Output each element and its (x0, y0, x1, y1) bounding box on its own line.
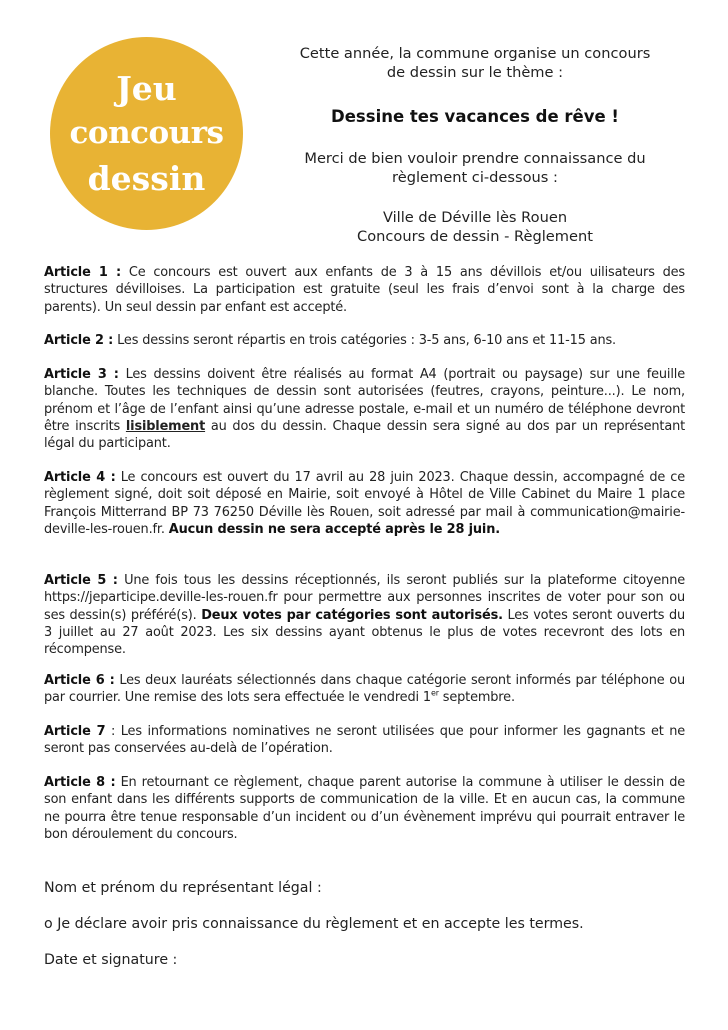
article-text: En retournant ce règlement, chaque parent autorise la commune à utiliser le dessin de son enfant dans les différents supports de communication de la ville. Et en aucun cas, la commune ne pourra être tenue responsable d’un incident ou d’un évènement imprévu qui pourrait entraver le bon déroulement du concours. (44, 775, 686, 842)
badge-line-2: concours (69, 115, 224, 151)
rules-title: Concours de dessin - Règlement (357, 228, 593, 245)
article-label: Article 8 : (44, 775, 116, 790)
rules-heading (250, 208, 700, 246)
article-4 (44, 469, 685, 538)
city-name: Ville de Déville lès Rouen (382, 209, 568, 226)
intro-line-2: de dessin sur le thème : (386, 64, 564, 81)
article-5 (44, 572, 685, 658)
article-text: Ce concours est ouvert aux enfants de 3 à 15 ans dévillois et/ou uilisateurs des structures dévilloises. La participation est gratuite (seul les frais d’envoi sont à la charge des parents). Un seul dessin par enfant est accepté. (44, 265, 685, 315)
intro-instructions (250, 149, 700, 187)
article-emphasis: Aucun dessin ne sera accepté après le 28 juin. (168, 521, 500, 537)
article-3 (44, 366, 685, 452)
article-emphasis: Deux votes par catégories sont autorisés. (201, 607, 503, 623)
intro-line-4: règlement ci-dessous : (392, 169, 558, 186)
badge-line-1: Jeu (116, 69, 177, 108)
article-label: Article 7 (44, 724, 106, 739)
article-text: Une fois tous les dessins réceptionnés, ils seront publiés sur la plateforme citoyenne https://jeparticipe.deville-les-rouen.fr pour permettre aux personnes inscrites de voter pour son ou ses dessin(s) préféré(s). (44, 573, 685, 623)
accept-terms-checkbox[interactable]: o Je déclare avoir pris connaissance du règlement et en accepte les termes. (44, 916, 584, 932)
article-6 (44, 672, 685, 707)
article-label: Article 4 : (44, 470, 116, 485)
intro-line-3: Merci de bien vouloir prendre connaissance du (304, 150, 646, 167)
article-text: : Les informations nominatives ne seront utilisées que pour informer les gagnants et ne seront pas conservées au-delà de l’opération. (44, 724, 685, 757)
article-8 (44, 774, 685, 843)
article-text: Les dessins doivent être réalisés au format A4 (portrait ou paysage) sur une feuille blanche. Toutes les techniques de dessin sont autorisées (feutres, crayons, peinture...). Le nom, prénom et l’âge de l’enfant ainsi qu’une adresse postale, e-mail et un numéro de téléphone devront être inscrits (44, 367, 686, 434)
contest-badge (50, 37, 243, 230)
article-label: Article 2 : (44, 333, 114, 348)
article-text: Le concours est ouvert du 17 avril au 28 juin 2023. Chaque dessin, accompagné de ce règlement signé, doit soit déposé en Mairie, soit envoyé à Hôtel de Ville Cabinet du Maire 1 place François Mitterrand BP 73 76250 Déville lès Rouen, soit adressé par mail à communication@mairie-deville-les-rouen.fr. (44, 470, 685, 537)
ordinal-suffix: er (430, 689, 439, 698)
intro-line-1: Cette année, la commune organise un concours (299, 45, 651, 62)
article-label: Article 1 : (44, 265, 121, 280)
article-text: Les votes seront ouverts du 3 juillet au 27 août 2023. Les six dessins ayant obtenus le plus de votes recevront des lots en récompense. (44, 607, 686, 658)
legal-representative-field[interactable]: Nom et prénom du représentant légal : (44, 880, 322, 896)
contest-theme: Dessine tes vacances de rêve ! (331, 107, 619, 126)
badge-line-3: dessin (87, 159, 206, 198)
article-text: au dos du dessin. Chaque dessin sera signé au dos par un représentant légal du participant. (44, 418, 686, 452)
article-text: septembre. (438, 690, 515, 706)
intro-announcement (250, 44, 700, 82)
article-label: Article 6 : (44, 673, 115, 688)
article-label: Article 5 : (44, 573, 118, 588)
article-label: Article 3 : (44, 367, 119, 382)
article-emphasis: lisiblement (125, 418, 206, 434)
date-signature-field[interactable]: Date et signature : (44, 952, 178, 968)
article-text: Les dessins seront répartis en trois catégories : 3-5 ans, 6-10 ans et 11-15 ans. (113, 333, 616, 348)
article-1 (44, 264, 685, 316)
article-2 (44, 332, 685, 349)
article-7 (44, 723, 685, 758)
article-text: Les deux lauréats sélectionnés dans chaque catégorie seront informés par téléphone ou par courrier. Une remise des lots sera effectuée le vendredi 1 (44, 673, 685, 706)
